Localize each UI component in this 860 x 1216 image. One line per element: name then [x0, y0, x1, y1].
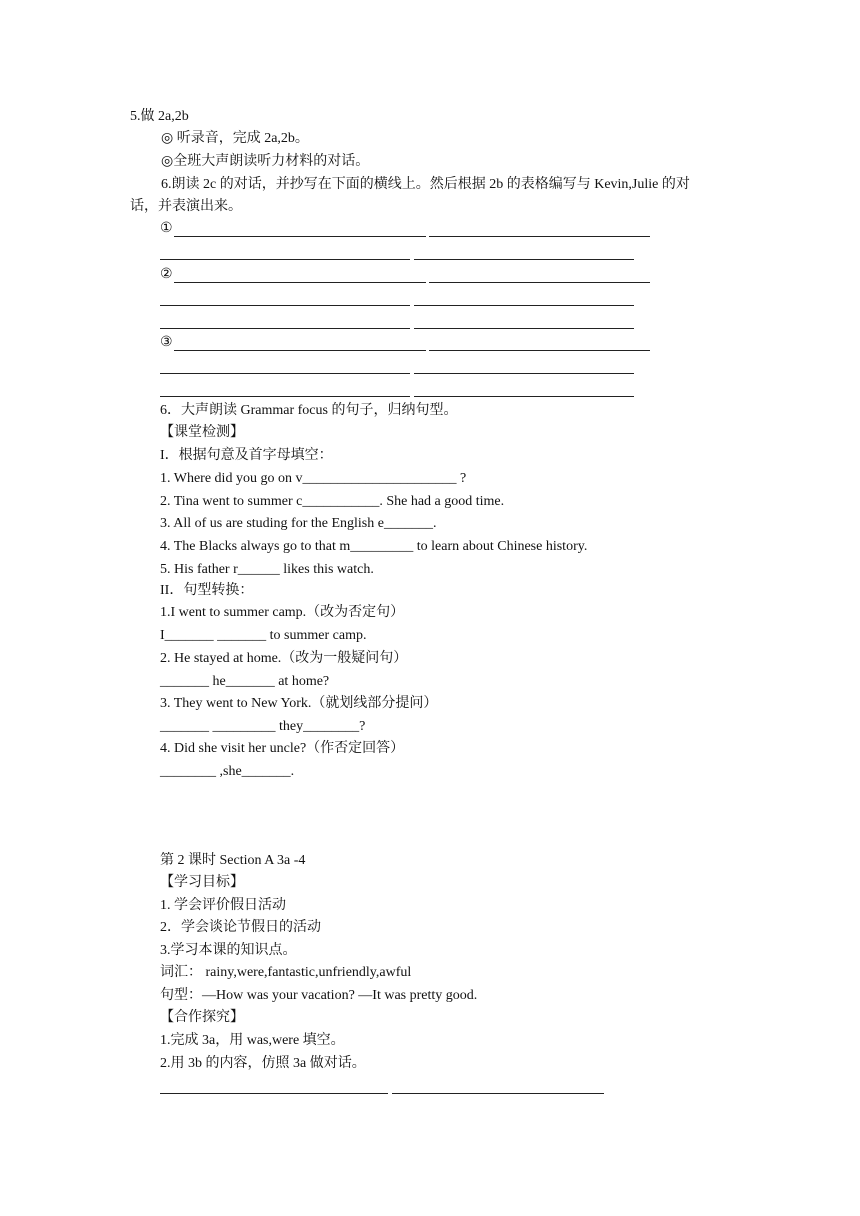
writing-line	[160, 328, 410, 329]
question: 4. The Blacks always go to that m_________ to learn about Chinese history.	[160, 539, 588, 554]
writing-line	[429, 282, 650, 283]
question: 2. He stayed at home.（改为一般疑问句）	[160, 651, 408, 666]
goal-item: 1. 学会评价假日活动	[160, 898, 286, 913]
question: 5. His father r______ likes this watch.	[160, 562, 374, 577]
writing-line	[160, 373, 410, 374]
task-instruction: 6.朗读 2c 的对话，并抄写在下面的横线上。然后根据 2b 的表格编写与 Kevin,Julie 的对	[161, 177, 690, 192]
writing-line	[174, 350, 426, 351]
section-header: 【学习目标】	[160, 875, 244, 890]
exercise-item: 1.完成 3a，用 was,were 填空。	[160, 1033, 345, 1048]
writing-line	[174, 236, 426, 237]
writing-line	[160, 259, 410, 260]
answer-line: _______ _________ they________?	[160, 719, 366, 734]
section-title: 5.做 2a,2b	[130, 109, 189, 124]
instruction-item: ◎全班大声朗读听力材料的对话。	[161, 154, 370, 169]
circled-number: ①	[160, 221, 173, 236]
writing-line	[160, 396, 410, 397]
part-title: I．根据句意及首字母填空：	[160, 448, 333, 463]
instruction-item: ◎ 听录音，完成 2a,2b。	[161, 131, 309, 146]
question: 1. Where did you go on v______________________ ?	[160, 471, 467, 486]
section-header: 【合作探究】	[160, 1010, 244, 1025]
lesson-heading: 第 2 课时 Section A 3a -4	[160, 853, 306, 868]
circled-number: ②	[160, 267, 173, 282]
circled-number: ③	[160, 335, 173, 350]
writing-line	[414, 305, 634, 306]
writing-line	[414, 373, 634, 374]
vocabulary-line: 词汇： rainy,were,fantastic,unfriendly,awful	[160, 965, 412, 980]
grammar-instruction: 6．大声朗读 Grammar focus 的句子，归纳句型。	[160, 403, 458, 418]
writing-line	[414, 328, 634, 329]
writing-line	[160, 1093, 388, 1094]
writing-line	[429, 350, 650, 351]
task-instruction: 话，并表演出来。	[130, 199, 242, 214]
answer-line: I_______ _______ to summer camp.	[160, 628, 367, 643]
goal-item: 3.学习本课的知识点。	[160, 943, 297, 958]
writing-line	[414, 396, 634, 397]
sentence-pattern: 句型：—How was your vacation? —It was pretty good.	[160, 988, 478, 1003]
question: 3. All of us are studing for the English e_______.	[160, 516, 437, 531]
writing-line	[174, 282, 426, 283]
writing-line	[160, 305, 410, 306]
exercise-item: 2.用 3b 的内容，仿照 3a 做对话。	[160, 1056, 366, 1071]
question: 4. Did she visit her uncle?（作否定回答）	[160, 741, 405, 756]
answer-line: ________ ,she_______.	[160, 764, 295, 779]
goal-item: 2．学会谈论节假日的活动	[160, 920, 321, 935]
question: 2. Tina went to summer c___________. She had a good time.	[160, 494, 505, 509]
writing-line	[414, 259, 634, 260]
part-title: II．句型转换：	[160, 583, 254, 598]
question: 1.I went to summer camp.（改为否定句）	[160, 605, 405, 620]
question: 3. They went to New York.（就划线部分提问）	[160, 696, 438, 711]
writing-line	[392, 1093, 604, 1094]
writing-line	[429, 236, 650, 237]
answer-line: _______ he_______ at home?	[160, 674, 330, 689]
quiz-header: 【课堂检测】	[160, 425, 244, 440]
